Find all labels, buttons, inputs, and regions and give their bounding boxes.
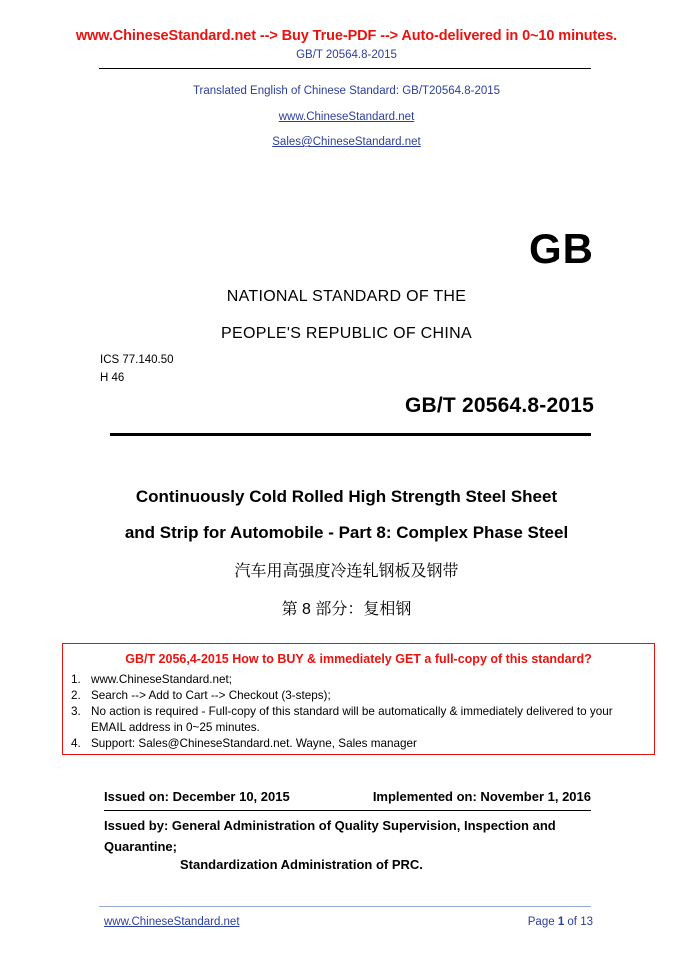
national-standard-line-1: NATIONAL STANDARD OF THE: [226, 288, 467, 305]
site-link[interactable]: www.ChineseStandard.net: [278, 111, 415, 123]
footer-site-link-wrapper: [104, 916, 240, 928]
title-divider: [110, 433, 591, 436]
standard-number: GB/T 20564.8-2015: [404, 394, 594, 417]
implemented-on-date: Implemented on: November 1, 2016: [372, 789, 591, 804]
issued-on-date: Issued on: December 10, 2015: [104, 789, 290, 804]
how-to-buy-box: [62, 643, 655, 755]
list-item-number: 3.: [71, 705, 81, 718]
title-english-line-2: and Strip for Automobile - Part 8: Complex Phase Steel: [124, 523, 569, 542]
list-item-number: 4.: [71, 737, 81, 750]
issued-by-line-2: Standardization Administration of PRC.: [180, 857, 423, 872]
issue-dates-row: [104, 789, 591, 804]
title-english-line-1: Continuously Cold Rolled High Strength Steel Sheet: [135, 487, 558, 506]
page-indicator: [528, 916, 593, 928]
ics-code: ICS 77.140.50: [100, 354, 174, 366]
list-item: [71, 704, 646, 736]
title-chinese-line-1: 汽车用高强度冷连轧钢板及钢带: [234, 563, 459, 580]
sales-email-link[interactable]: Sales@ChineseStandard.net: [272, 136, 421, 148]
list-item: [71, 736, 646, 752]
national-standard-line-2: PEOPLE'S REPUBLIC OF CHINA: [221, 325, 472, 342]
page-suffix: of 13: [564, 916, 593, 928]
page-number: 1: [557, 916, 565, 928]
page-prefix: Page: [527, 916, 558, 928]
header-divider: [99, 68, 591, 69]
list-item-number: 2.: [71, 689, 81, 702]
how-to-buy-steps: [71, 672, 646, 752]
list-item-text: www.ChineseStandard.net;: [91, 673, 232, 686]
issued-by-line: Issued by: General Administration of Quality Supervision, Inspection and Quarantine;: [104, 818, 556, 854]
translated-standard-line: Translated English of Chinese Standard: GB/T20564.8-2015: [192, 85, 501, 97]
list-item: [71, 688, 646, 704]
list-item: [71, 672, 646, 688]
site-link-wrapper: [0, 111, 693, 123]
sales-link-wrapper: [0, 136, 693, 148]
promo-banner: www.ChineseStandard.net --> Buy True-PDF --> Auto-delivered in 0~10 minutes.: [75, 28, 618, 44]
classification-code: H 46: [100, 372, 125, 384]
document-code-header: GB/T 20564.8-2015: [296, 49, 397, 61]
how-to-buy-title: GB/T 2056,4-2015 How to BUY & immediately GET a full-copy of this standard?: [125, 652, 592, 666]
list-item-text: Search --> Add to Cart --> Checkout (3-steps);: [91, 689, 331, 702]
footer-divider: [99, 906, 591, 907]
list-item-number: 1.: [71, 673, 81, 686]
issue-divider: [104, 810, 591, 811]
list-item-text: No action is required - Full-copy of this standard will be automatically & immediately delivered to your EMAIL address in 0~25 minutes.: [91, 705, 613, 734]
title-chinese-line-2: 第 8 部分：复相钢: [281, 601, 412, 618]
list-item-text: Support: Sales@ChineseStandard.net. Wayne, Sales manager: [91, 737, 417, 750]
footer-site-link[interactable]: www.ChineseStandard.net: [104, 916, 240, 928]
gb-logo-mark: GB: [529, 225, 594, 272]
